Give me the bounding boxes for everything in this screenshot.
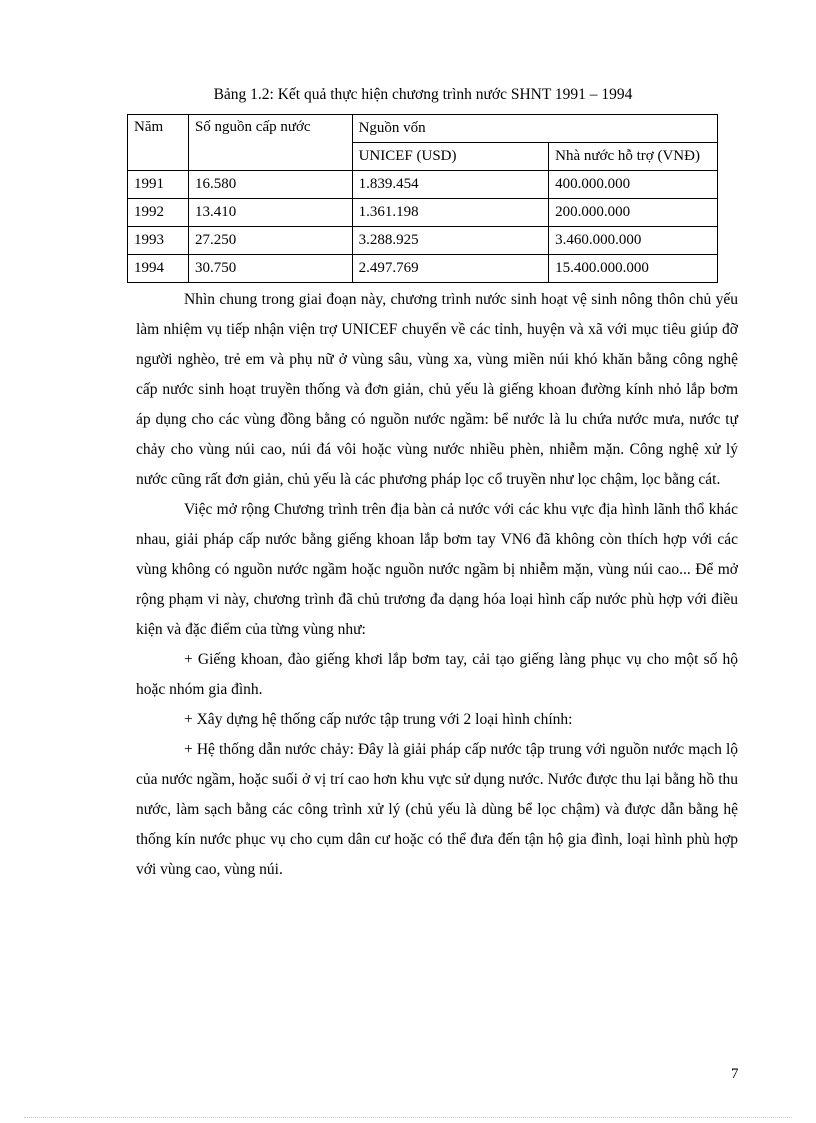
- page-bottom-divider: [24, 1117, 792, 1118]
- cell-year: 1991: [128, 171, 189, 199]
- results-table: [127, 114, 718, 283]
- header-unicef: UNICEF (USD): [352, 143, 549, 171]
- table-row: [128, 171, 718, 199]
- table-header-row: [128, 115, 718, 143]
- table-row: [128, 199, 718, 227]
- header-state: Nhà nước hỗ trợ (VNĐ): [549, 143, 718, 171]
- cell-year: 1994: [128, 255, 189, 283]
- cell-unicef: 3.288.925: [352, 227, 549, 255]
- cell-state: 200.000.000: [549, 199, 718, 227]
- paragraph: Việc mở rộng Chương trình trên địa bàn cả nước với các khu vực địa hình lãnh thổ khác nhau, giải pháp cấp nước bằng giếng khoan lắp bơm tay VN6 đã không còn thích hợp với các vùng không có nguồn nước ngầm hoặc nguồn nước ngầm bị nhiễm mặn, vùng núi cao... Để mở rộng phạm vi này, chương trình đã chủ trương đa dạng hóa loại hình cấp nước phù hợp với điều kiện và đặc điểm của từng vùng như:: [136, 501, 738, 638]
- paragraph: + Xây dựng hệ thống cấp nước tập trung với 2 loại hình chính:: [184, 711, 573, 728]
- cell-sources: 27.250: [188, 227, 352, 255]
- paragraph: Nhìn chung trong giai đoạn này, chương trình nước sinh hoạt vệ sinh nông thôn chủ yếu làm nhiệm vụ tiếp nhận viện trợ UNICEF chuyển về các tỉnh, huyện và xã với mục tiêu giúp đỡ người nghèo, trẻ em và phụ nữ ở vùng sâu, vùng xa, vùng miền núi khó khăn bằng công nghệ cấp nước sinh hoạt truyền thống và đơn giản, chủ yếu là giếng khoan đường kính nhỏ lắp bơm áp dụng cho các vùng đồng bằng có nguồn nước ngầm: bể nước là lu chứa nước mưa, nước tự chảy cho vùng núi cao, núi đá vôi hoặc vùng nước nhiều phèn, nhiễm mặn. Công nghệ xử lý nước cũng rất đơn giản, chủ yếu là các phương pháp lọc cổ truyền như lọc chậm, lọc bằng cát.: [136, 291, 738, 488]
- header-capital: Nguồn vốn: [352, 115, 717, 143]
- header-year: Năm: [128, 115, 189, 171]
- cell-sources: 13.410: [188, 199, 352, 227]
- table-row: [128, 255, 718, 283]
- cell-sources: 30.750: [188, 255, 352, 283]
- table-row: [128, 227, 718, 255]
- cell-unicef: 2.497.769: [352, 255, 549, 283]
- cell-state: 15.400.000.000: [549, 255, 718, 283]
- table-caption: Bảng 1.2: Kết quả thực hiện chương trình nước SHNT 1991 – 1994: [213, 86, 633, 103]
- cell-state: 400.000.000: [549, 171, 718, 199]
- cell-unicef: 1.839.454: [352, 171, 549, 199]
- cell-sources: 16.580: [188, 171, 352, 199]
- cell-year: 1993: [128, 227, 189, 255]
- body-text: [136, 285, 738, 885]
- paragraph: + Hệ thống dẫn nước chảy: Đây là giải pháp cấp nước tập trung với nguồn nước mạch lộ của nước ngầm, hoặc suối ở vị trí cao hơn khu vực sử dụng nước. Nước được thu lại bằng hồ thu nước, làm sạch bằng các công trình xử lý (chủ yếu là dùng bể lọc chậm) và được dẫn bằng hệ thống kín nước phục vụ cho cụm dân cư hoặc có thể đưa đến tận hộ gia đình, loại hình phù hợp với vùng cao, vùng núi.: [136, 741, 738, 878]
- paragraph: + Giếng khoan, đào giếng khơi lắp bơm tay, cải tạo giếng làng phục vụ cho một số hộ hoặc nhóm gia đình.: [136, 651, 738, 698]
- cell-unicef: 1.361.198: [352, 199, 549, 227]
- cell-year: 1992: [128, 199, 189, 227]
- page-number: 7: [731, 1066, 739, 1082]
- cell-state: 3.460.000.000: [549, 227, 718, 255]
- header-sources: Số nguồn cấp nước: [188, 115, 352, 171]
